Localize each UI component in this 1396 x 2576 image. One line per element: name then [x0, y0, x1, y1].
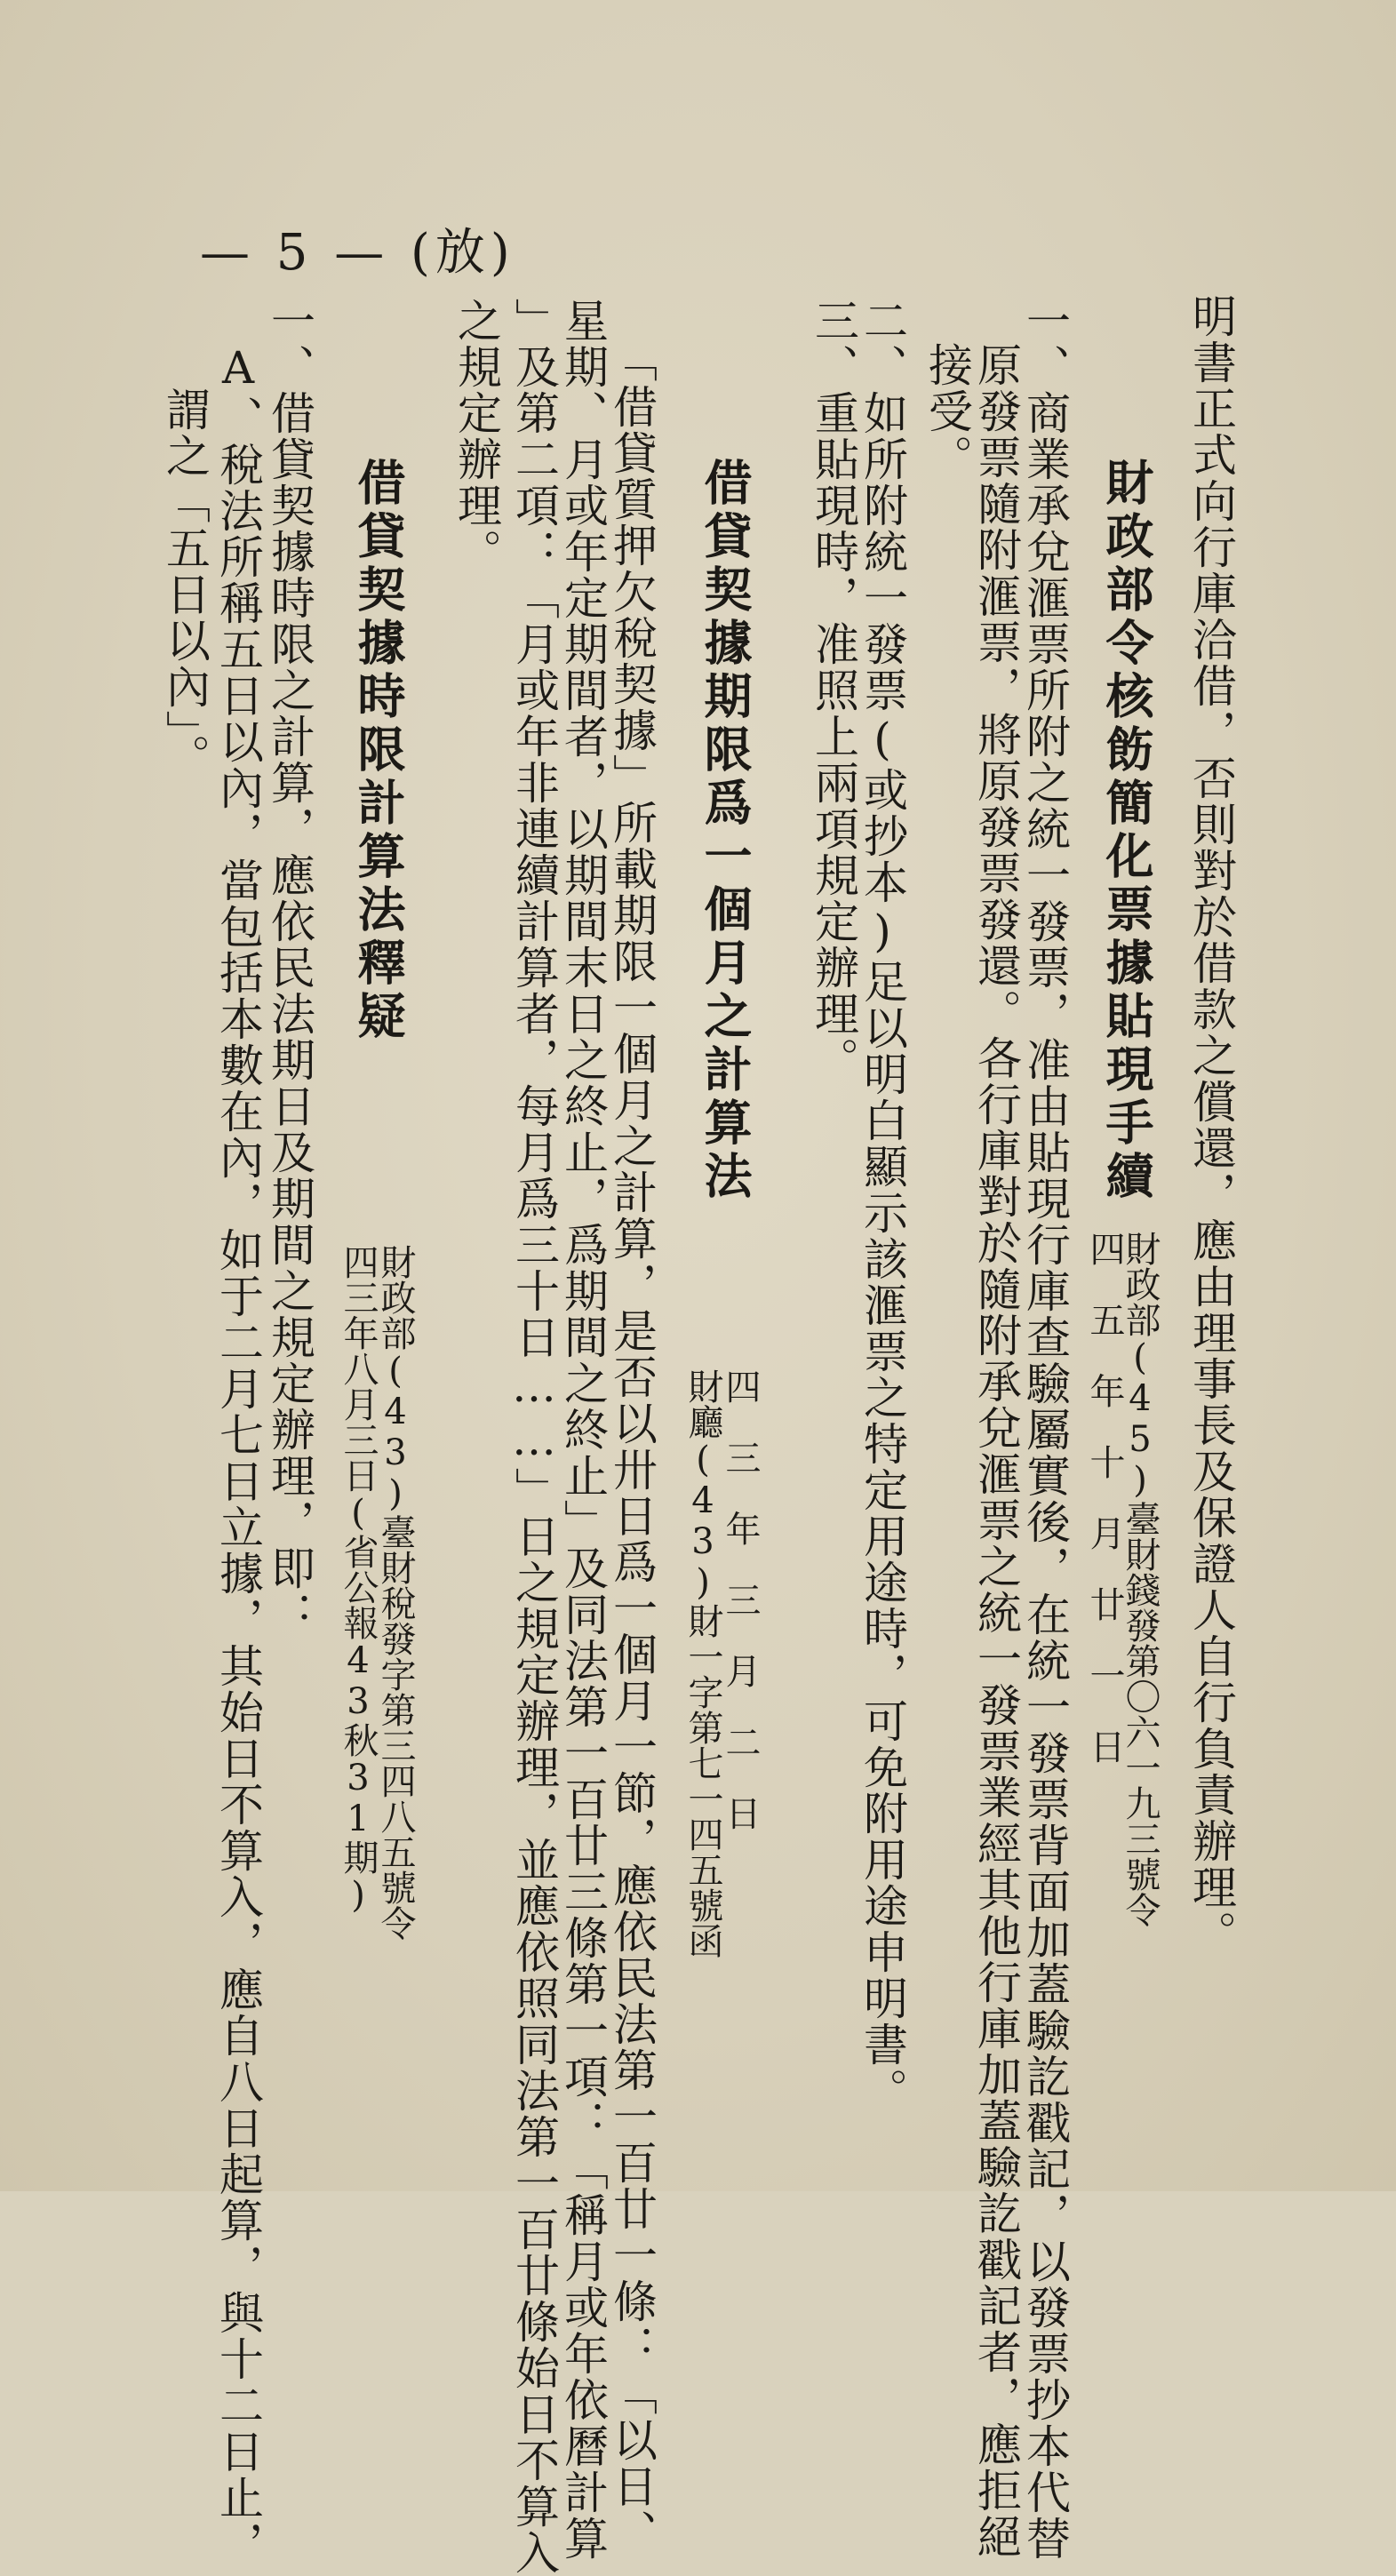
section3-item1: 一、借貸契據時限之計算，應依民法期日及期間之規定辦理，即： — [264, 298, 315, 1638]
section2-body-line3: 」及第二項：「月或年非連續計算者，每月爲三十日……」日之規定辦理，並應依照同法第一百廿條始日不算入 — [508, 298, 560, 2576]
section3-itemA-line2: 謂之「五日以內」。 — [159, 387, 211, 780]
section1-title: 財政部令核飭簡化票據貼現手續 — [1098, 458, 1155, 1204]
section2-title: 借貸契據期限爲一個月之計算法 — [697, 458, 754, 1204]
section1-item1-line2: 原發票隨附滙票，將原發票發還。各行庫對於隨附承兌滙票之統一發票業經其他行庫加蓋驗訖戳記者，應拒絕 — [970, 342, 1022, 2560]
section2-body-line2: 星期、月或年定期間者，以期間末日之終止，爲期間之終止」及同法第一百廿三條第一項：「稱月或年依曆計算 — [557, 298, 609, 2562]
page-number: — 5 — (放) — [200, 224, 515, 282]
section2-body-line4: 之規定辦理。 — [451, 298, 502, 575]
section1-item1-line3: 接受。 — [921, 342, 973, 481]
section2-citation-issuer: 財廳(43)財一字第七一四五號函 — [682, 1368, 723, 1958]
section1-item3: 三、重貼現時，准照上兩項規定辦理。 — [808, 298, 859, 1083]
section1-citation-issuer: 財政部(45)臺財錢發第〇六一九三號令 — [1120, 1231, 1161, 1927]
section3-citation-date: 四三年八月三日(省公報43秋31期) — [338, 1244, 379, 1916]
section3-citation-issuer: 財政部(43)臺財稅發字第三四八五號令 — [375, 1244, 416, 1941]
carryover-text: 明書正式向行庫洽借，否則對於借款之償還，應由理事長及保證人自行負責辦理。 — [1185, 293, 1237, 1957]
section2-body-line1: 「借貸質押欠稅契據」所載期限一個月之計算，是否以卅日爲一個月一節，應依民法第一百廿一條：「以日、 — [606, 338, 658, 2556]
section1-item2: 二、如所附統一發票(或抄本)足以明白顯示該滙票之特定用途時，可免附用途申明書。 — [857, 298, 908, 2114]
section1-citation-date: 四 五 年 十 月 廿 一 日 — [1084, 1231, 1125, 1764]
section3-title: 借貸契據時限計算法釋疑 — [350, 458, 407, 1044]
section1-item1-line1: 一、商業承兌滙票所附之統一發票，准由貼現行庫查驗屬實後，在統一發票背面加蓋驗訖戳記，以發票抄本代替 — [1019, 298, 1071, 2562]
section2-citation-date: 四 三 年 三 月 二 日 — [720, 1368, 761, 1830]
section3-itemA-line1: A、稅法所稱五日以內，當包括本數在內，如于二月七日立據，其始日不算入，應自八日起算，與十二日止， — [212, 342, 264, 2567]
